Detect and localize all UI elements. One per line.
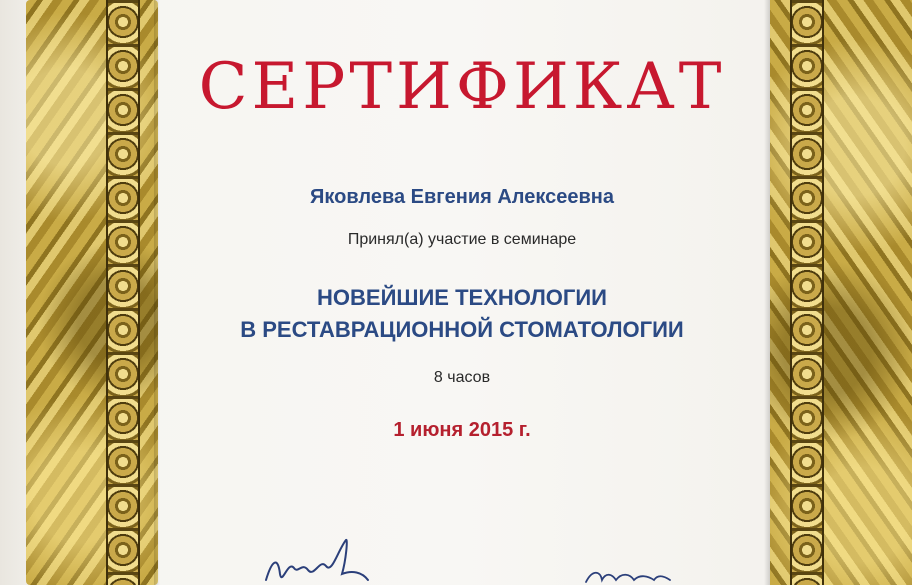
- right-ornament-chain: [790, 0, 824, 585]
- seminar-date: 1 июня 2015 г.: [393, 419, 531, 441]
- participation-text: Принял(а) участие в семинаре: [347, 231, 577, 248]
- recipient-name: Яковлева Евгения Алексеевна: [310, 186, 614, 208]
- left-ornament-chain: [106, 0, 140, 585]
- duration-hours: 8 часов: [433, 369, 491, 386]
- right-paper-shadow: [764, 0, 770, 585]
- certificate-title: СЕРТИФИКАТ: [198, 50, 726, 124]
- seminar-title-line-1: НОВЕЙШИЕ ТЕХНОЛОГИИ: [317, 285, 607, 310]
- signature-right-icon: [582, 566, 672, 585]
- seminar-title: [160, 282, 764, 346]
- seminar-title-line-2: В РЕСТАВРАЦИОННОЙ СТОМАТОЛОГИИ: [240, 317, 684, 342]
- signature-left-icon: [262, 530, 372, 585]
